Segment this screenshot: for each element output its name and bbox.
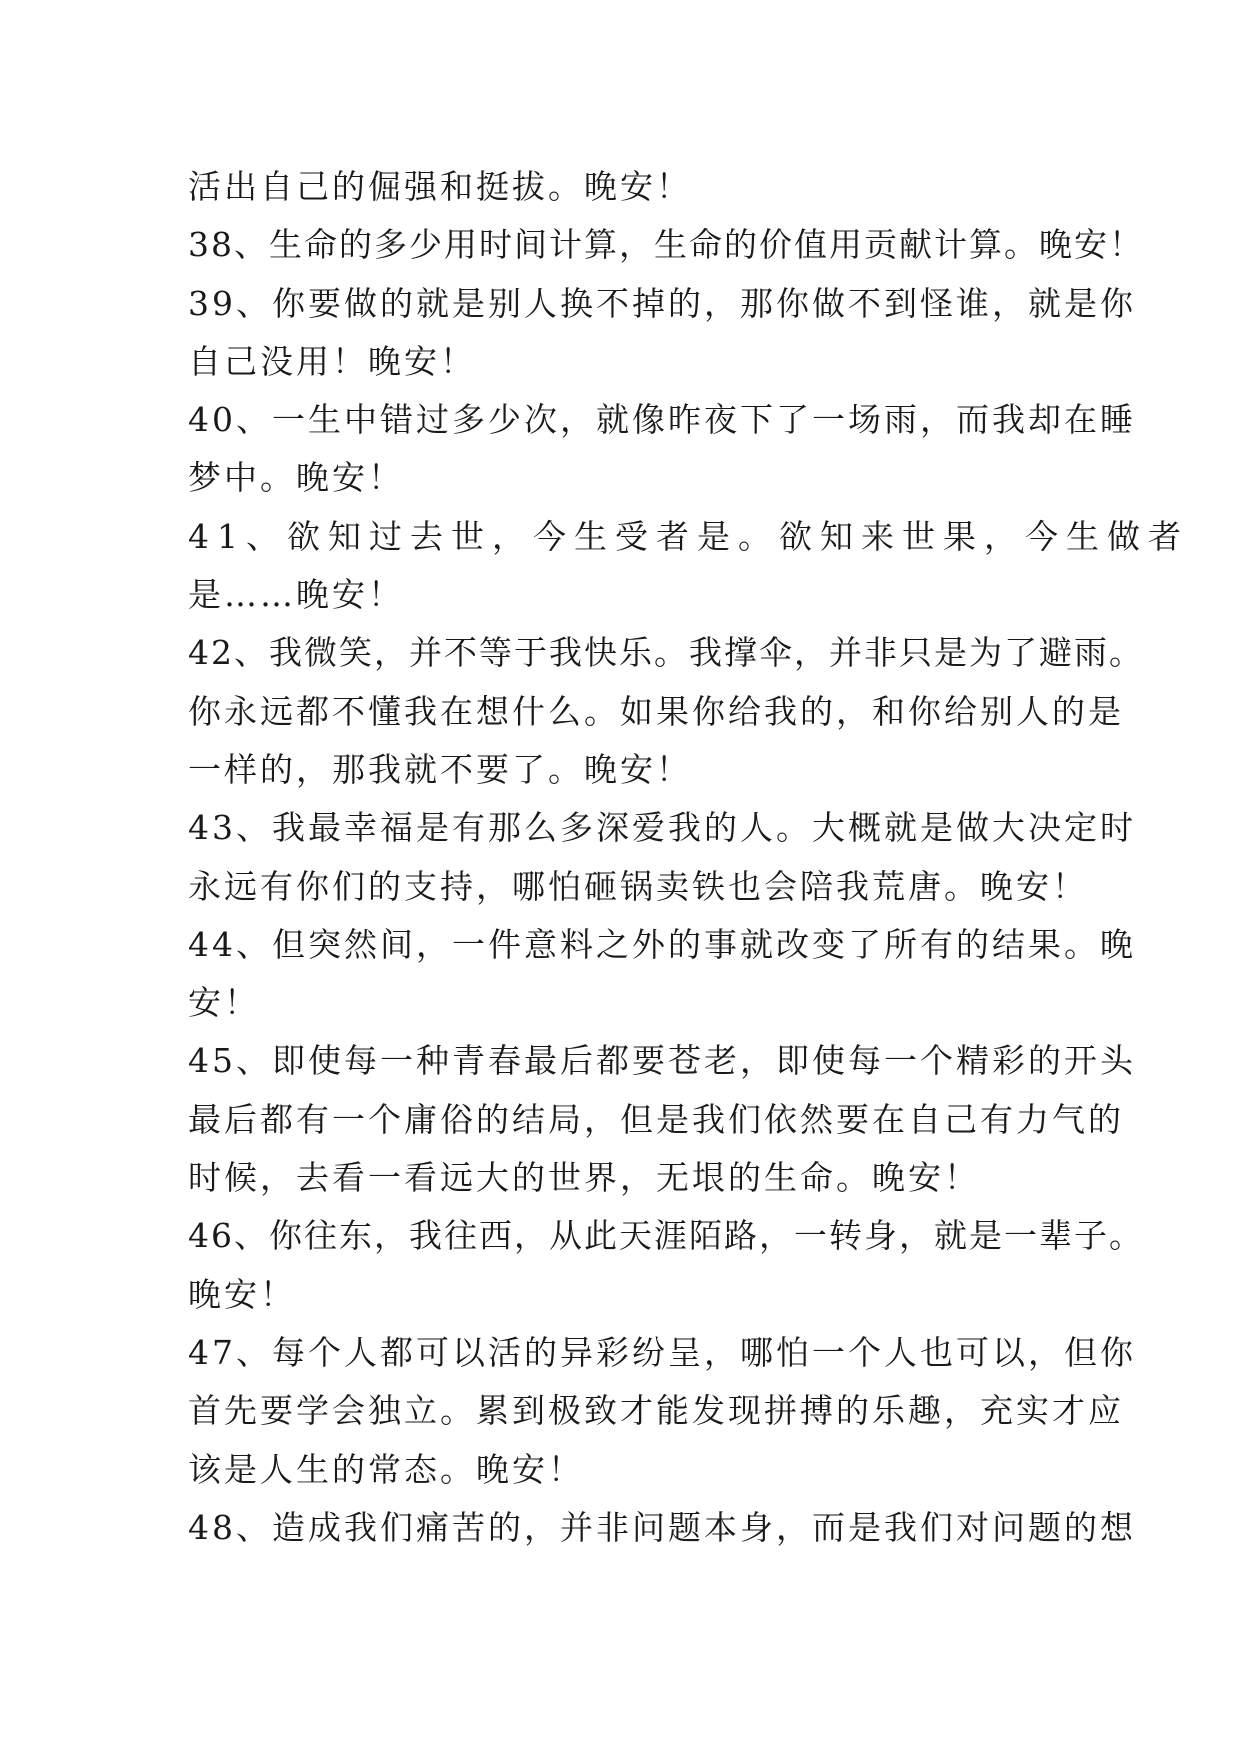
- text-line: 46、你往东，我往西，从此天涯陌路，一转身，就是一辈子。: [188, 1216, 1144, 1256]
- text-line: 38、生命的多少用时间计算，生命的价值用贡献计算。晚安！: [188, 225, 1144, 265]
- text-line: 永远有你们的支持，哪怕砸锅卖铁也会陪我荒唐。晚安！: [188, 866, 1088, 906]
- text-line: 时候，去看一看远大的世界，无垠的生命。晚安！: [188, 1158, 980, 1198]
- text-line: 44、但突然间，一件意料之外的事就改变了所有的结果。晚: [188, 924, 1136, 964]
- text-line: 是……晚安！: [188, 575, 404, 615]
- text-line: 晚安！: [188, 1274, 296, 1314]
- text-line: 自己没用！晚安！: [188, 341, 476, 381]
- text-line: 42、我微笑，并不等于我快乐。我撑伞，并非只是为了避雨。: [188, 633, 1144, 673]
- text-line: 活出自己的倔强和挺拔。晚安！: [188, 167, 692, 206]
- text-line: 45、即使每一种青春最后都要苍老，即使每一个精彩的开头: [188, 1041, 1136, 1081]
- text-line: 48、造成我们痛苦的，并非问题本身，而是我们对问题的想: [188, 1507, 1136, 1547]
- text-line: 首先要学会独立。累到极致才能发现拼搏的乐趣，充实才应: [188, 1391, 1124, 1431]
- text-line: 该是人生的常态。晚安！: [188, 1449, 584, 1489]
- text-line: 你永远都不懂我在想什么。如果你给我的，和你给别人的是: [188, 691, 1124, 731]
- text-line: 梦中。晚安！: [188, 458, 404, 498]
- text-line: 一样的，那我就不要了。晚安！: [188, 749, 692, 789]
- text-line: 41、欲知过去世，今生受者是。欲知来世果，今生做者: [188, 516, 1189, 556]
- text-line: 47、每个人都可以活的异彩纷呈，哪怕一个人也可以，但你: [188, 1332, 1136, 1372]
- text-line: 43、我最幸福是有那么多深爱我的人。大概就是做大决定时: [188, 808, 1136, 848]
- text-line: 最后都有一个庸俗的结局，但是我们依然要在自己有力气的: [188, 1099, 1124, 1139]
- text-line: 40、一生中错过多少次，就像昨夜下了一场雨，而我却在睡: [188, 400, 1136, 440]
- text-line: 安！: [188, 983, 260, 1023]
- document-body: [188, 158, 1189, 1557]
- text-line: 39、你要做的就是别人换不掉的，那你做不到怪谁，就是你: [188, 283, 1136, 323]
